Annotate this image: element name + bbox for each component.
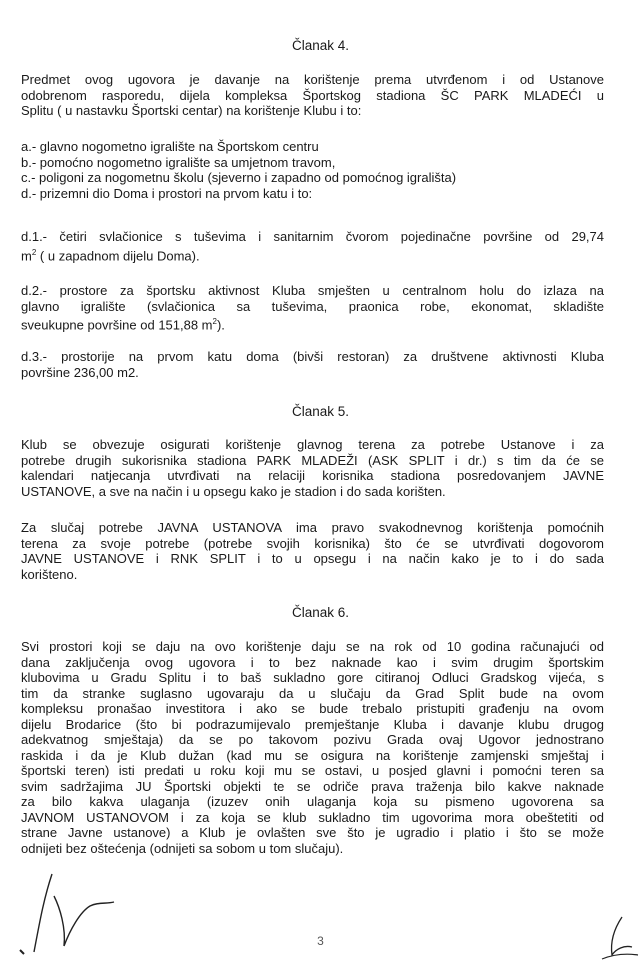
text-line: d.1.- četiri svlačionice s tuševima i sanitarnim čvorom pojedinačne površine od 29,74 — [21, 229, 604, 244]
article-4-heading: Članak 4. — [291, 38, 350, 53]
text-line: Splitu ( u nastavku Športski centar) na korištenje Klubu i to: — [21, 103, 362, 118]
text-line: kalendari natjecanja utvrđivati na relaciji korisnika stadiona posredovanjem JAVNE — [21, 468, 604, 483]
text-line: korišteno. — [21, 566, 78, 582]
text-line: glavno igralište (svlačionica sa tuševima, praonica robe, ekonomat, skladište — [21, 298, 604, 314]
text-line — [21, 245, 604, 264]
text-line: klubovima u Gradu Splitu i to baš sukladno gore citiranoj Odluci Gradskog vijeća, s — [21, 670, 604, 685]
text-fragment: ( u zapadnom dijelu Doma). — [36, 247, 200, 263]
article-5-paragraph-1 — [21, 437, 604, 499]
text-line: Svi prostori koji se daju na ovo korištenje daju se na rok od 10 godina računajući od — [21, 639, 604, 654]
unit-superscript: 2 — [212, 317, 217, 326]
list-item: a.- glavno nogometno igralište na Športskom centru — [21, 139, 319, 154]
text-line: potrebe drugih sukorisnika stadiona PARK MLADEŽI (ASK SPLIT i dr.) s tim da će se — [21, 452, 604, 468]
text-line: strane Javne ustanove) a Klub je ovlašten sve što je ugradio i platio i što se može — [21, 825, 604, 840]
text-fragment: ). — [216, 317, 225, 333]
article-6-heading: Članak 6. — [291, 605, 350, 620]
list-item: b.- pomoćno nogometno igralište sa umjetnom travom, — [21, 154, 336, 170]
text-fragment: sveukupne površine od 151,88 m — [21, 317, 213, 333]
text-line: raskida i da je Klub dužan (kad mu se osigura na korištenje zamjenski smještaj i — [21, 747, 604, 763]
text-line: Predmet ovog ugovora je davanje na korištenje prema utvrđenom i od Ustanove — [21, 72, 604, 87]
text-line: Klub se obvezuje osigurati korištenje glavnog terena za potrebe Ustanove i za — [21, 437, 604, 452]
text-line: JAVNE USTANOVE i RNK SPLIT i to u opsegu i na način kako je to i do sada — [21, 551, 604, 566]
article-6-paragraph — [21, 639, 604, 856]
text-line: odnijeti bez oštećenja (odnijeti sa sobom u tom slučaju). — [21, 840, 344, 856]
list-item: d.- prizemni dio Doma i prostori na prvom katu i to: — [21, 185, 313, 201]
article-4-list — [21, 139, 604, 201]
text-line: dana zaključenja ovog ugovora i to bez naknade kao i svim drugim športskim — [21, 654, 604, 670]
text-line: USTANOVE, a sve na način i u opsegu kako je stadion i do sada korišten. — [21, 483, 446, 499]
text-line: površine 236,00 m2. — [21, 364, 139, 380]
text-line: Za slučaj potrebe JAVNA USTANOVA ima pravo svakodnevnog korištenja pomoćnih — [21, 520, 604, 535]
list-item: c.- poligoni za nogometnu školu (sjeverno i zapadno od pomoćnog igrališta) — [21, 170, 457, 185]
article-5-heading: Članak 5. — [291, 404, 350, 419]
text-line: d.2.- prostore za športsku aktivnost Kluba smješten u centralnom holu do izlaza na — [21, 283, 604, 298]
text-line: dijelu Brodarice (što bi podrazumijevalo premještanje Kluba i davanje klubu drugog — [21, 716, 604, 732]
text-line — [21, 314, 604, 333]
text-line: d.3.- prostorije na prvom katu doma (bivši restoran) za društvene aktivnosti Kluba — [21, 349, 604, 364]
unit-superscript: 2 — [31, 247, 37, 257]
text-line: športski teren) isti predati u roku koji mu se ostavi, u posjed glavni i pomoćni teren sa — [21, 763, 604, 778]
item-d2 — [21, 283, 604, 333]
text-line: za bilo kakva ulaganja (izuzev onih ulaganja koja su pismeno ugovorena sa — [21, 794, 604, 809]
text-line: svim sadržajima JU Športski objekti te se odriče prava traženja bilo kakve naknade — [21, 778, 604, 794]
unit: m — [21, 247, 32, 263]
text-line: kompleksu pronašao investitora i ako se bude trebalo pristupiti građenju na ovom — [21, 701, 604, 716]
text-line: JAVNOM USTANOVOM i za koja se klub sukladno tim ugovorima mora obeštetiti od — [21, 809, 604, 825]
page-number: 3 — [317, 934, 324, 948]
text-line: adekvatnog smještaja) da se po takovom pozivu Grada ovaj Ugovor jednostrano — [21, 732, 604, 747]
item-d3 — [21, 349, 604, 380]
article-5-paragraph-2 — [21, 520, 604, 582]
item-d1 — [21, 229, 604, 263]
text-line: tim da stranke suglasno ugovaraju da u slučaju da Grad Split bude na ovom — [21, 685, 604, 701]
text-line: terena za svoje potrebe (potrebe svojih korisnika) što će se utvrđivati dogovorom — [21, 535, 604, 551]
text-line: odobrenom rasporedu, dijela kompleksa Športskog stadiona ŠC PARK MLADEĆI u — [21, 87, 604, 103]
article-4-intro — [21, 72, 604, 119]
